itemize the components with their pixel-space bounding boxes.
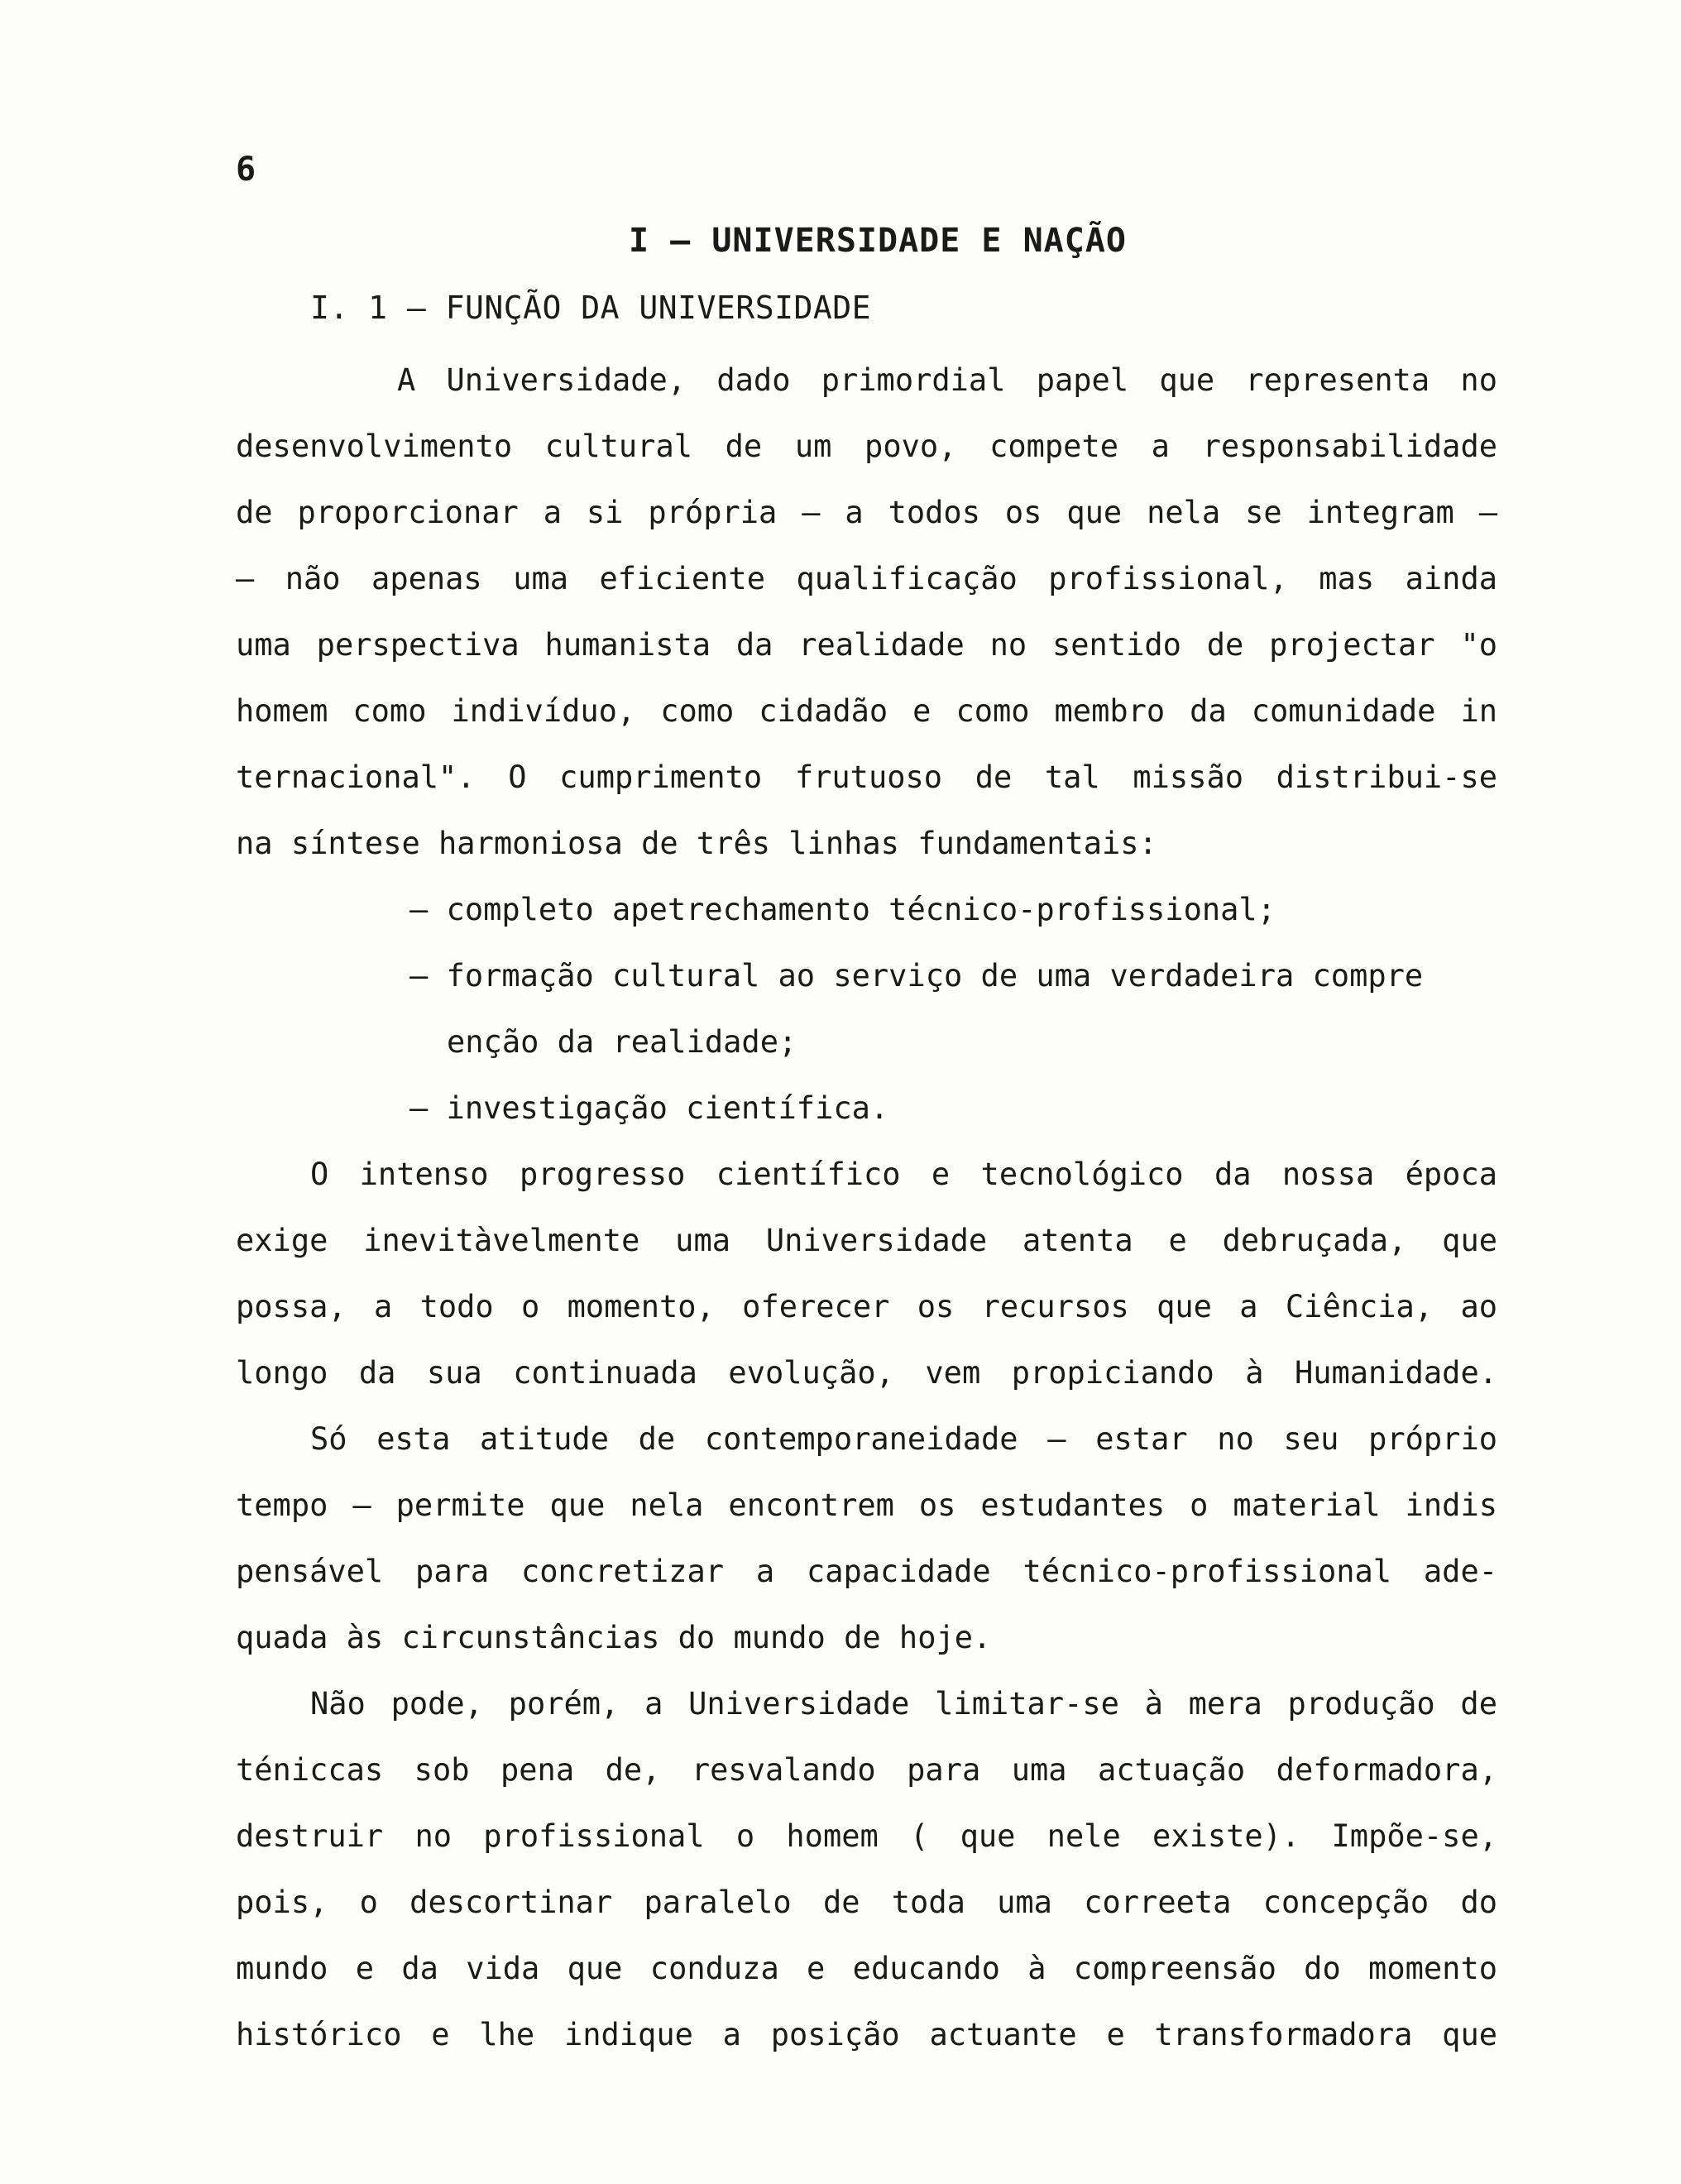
text-line: de proporcionar a si própria – a todos os que nela se integram – [236,495,1497,530]
text-line: destruir no profissional o homem ( que nele existe). Impõe-se, [236,1818,1497,1854]
text-line: desenvolvimento cultural de um povo, compete a responsabilidade [236,429,1497,464]
bullet-item: – investigação científica. [409,1090,889,1126]
text-line: mundo e da vida que conduza e educando à compreensão do momento [236,1951,1497,1986]
text-line: possa, a todo o momento, oferecer os recursos que a Ciência, ao [236,1289,1497,1324]
bullet-continuation: enção da realidade; [447,1024,797,1060]
chapter-title: I – UNIVERSIDADE E NAÇÃO [629,222,1127,260]
text-line: uma perspectiva humanista da realidade no sentido de projectar "o [236,627,1497,663]
text-line: na síntese harmoniosa de três linhas fundamentais: [236,826,1157,861]
text-line: tempo – permite que nela encontrem os estudantes o material indis [236,1487,1497,1523]
text-line: ternacional". O cumprimento frutuoso de tal missão distribui-se [236,759,1497,795]
text-line: O intenso progresso científico e tecnológico da nossa época [310,1157,1497,1192]
text-line: histórico e lhe indique a posição actuante e transformadora que [236,2017,1497,2052]
text-line: exige inevitàvelmente uma Universidade atenta e debruçada, que [236,1223,1497,1258]
text-line: pois, o descortinar paralelo de toda uma correeta concepção do [236,1885,1497,1920]
text-line: homem como indivíduo, como cidadão e como membro da comunidade in [236,693,1497,729]
body-text [236,347,1497,2068]
page-number: 6 [236,151,256,189]
text-line: Não pode, porém, a Universidade limitar-se à mera produção de [310,1686,1497,1722]
text-line: quada às circunstâncias do mundo de hoje. [236,1620,992,1655]
text-line: pensável para concretizar a capacidade técnico-profissional ade- [236,1554,1497,1589]
text-line: Só esta atitude de contemporaneidade – estar no seu próprio [310,1421,1497,1457]
bullet-item: – formação cultural ao serviço de uma verdadeira compre [409,958,1424,994]
text-line: téniccas sob pena de, resvalando para uma actuação deformadora, [236,1752,1497,1788]
bullet-item: – completo apetrechamento técnico-profissional; [409,892,1276,927]
text-line: – não apenas uma eficiente qualificação profissional, mas ainda [236,561,1497,596]
text-line: longo da sua continuada evolução, vem propiciando à Humanidade. [236,1355,1497,1391]
text-line: A Universidade, dado primordial papel que representa no [397,362,1497,398]
section-title: I. 1 – FUNÇÃO DA UNIVERSIDADE [310,290,871,326]
